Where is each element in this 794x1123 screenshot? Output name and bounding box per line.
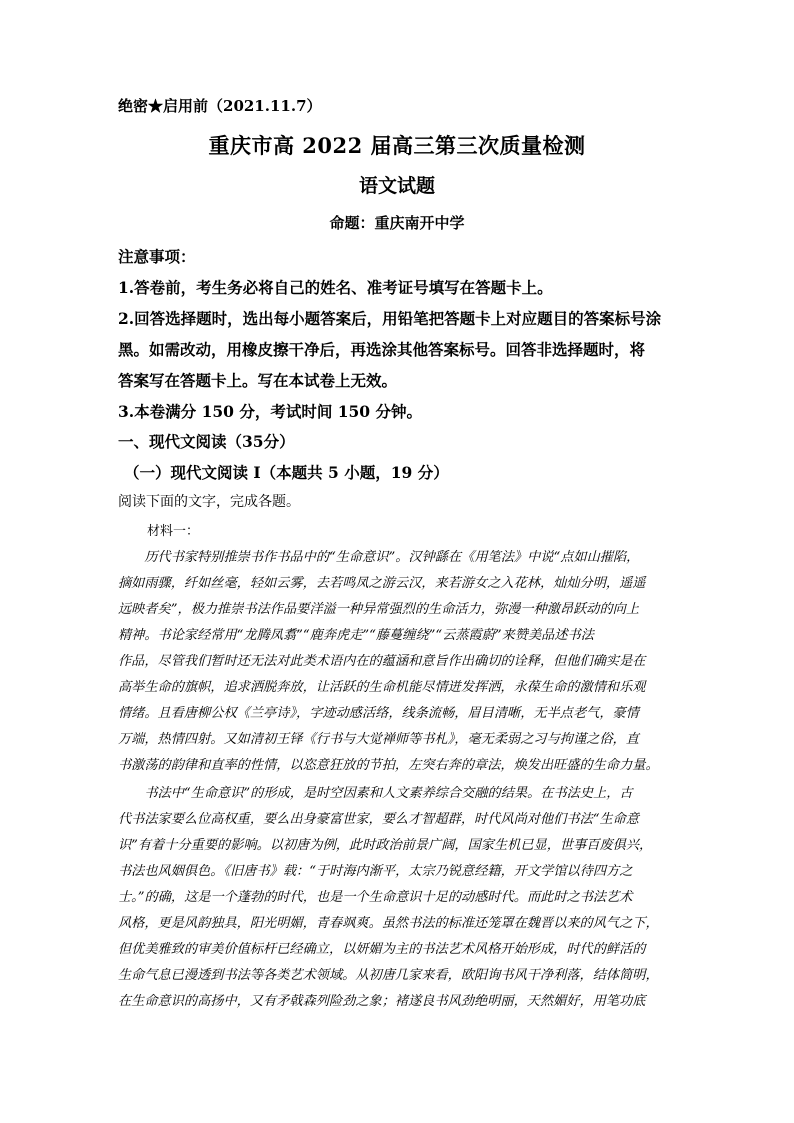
notice-line-4: 答案写在答题卡上。写在本试卷上无效。 — [118, 371, 398, 390]
passage-line: 书法也风姻俱色。《旧唐书》载：“于时海内渐平，太宗乃锐意经籍，开文学馆以待四方之 — [118, 864, 633, 879]
passage-line: 万端，热情四射。又如清初王铎《行书与大觉禅师等书札》，毫无柔弱之习与拘谨之俗，直 — [118, 732, 639, 747]
passage-line: 但优美雅致的审美价值标杆已经确立，以妍媚为主的书法艺术风格开始形成，时代的鲜活的 — [118, 942, 646, 957]
passage-line: 书法中“生命意识”的形成，是时空因素和人文素养综合交融的结果。在书法史上，古 — [118, 786, 633, 801]
passage-line: 作品，尽管我们暂时还无法对此类术语内在的蕴涵和意旨作出确切的诠释，但他们确实是在 — [118, 654, 646, 669]
passage-line: 生命气息已漫透到书法等各类艺术领域。从初唐几家来看，欧阳询书风干净利落，结体简明， — [118, 968, 659, 983]
passage-line: 风格，更是风韵独具，阳光明媚，青春飒爽。虽然书法的标准还笼罩在魏晋以来的风气之下， — [118, 916, 659, 931]
passage-line: 代书法家要么位高权重，要么出身豪富世家，要么才智超群，时代风尚对他们书法“生命意 — [118, 812, 640, 827]
passage-line: 识”有着十分重要的影响。以初唐为例，此时政治前景广阔，国家生机已显，世事百废俱兴， — [118, 838, 653, 853]
passage-line: 精神。书论家经常用“龙腾凤翥”“鹿奔虎走”“藤蔓缠绕”“云蒸霞蔚”来赞美品述书法 — [118, 628, 594, 643]
passage-line: 高举生命的旗帜，追求洒脱奔放，让活跃的生命机能尽情迸发挥洒，永葆生命的激情和乐观 — [118, 680, 646, 695]
notice-line-1: 1.答卷前，考生务必将自己的姓名、准考证号填写在答题卡上。 — [118, 278, 553, 297]
notice-line-3: 黑。如需改动，用橡皮擦干净后，再选涂其他答案标号。回答非选择题时，将 — [118, 340, 646, 359]
reading-instruction: 阅读下面的文字，完成各题。 — [118, 494, 300, 510]
subsection-title: （一）现代文阅读 I（本题共 5 小题，19 分） — [124, 463, 449, 482]
subject-title: 语文试题 — [358, 175, 435, 197]
passage-line: 远映者矣”，极力推崇书法作品要洋溢一种异常强烈的生命活力，弥漫一种激昂跃动的向上 — [118, 602, 640, 617]
section-title: 一、现代文阅读（35分） — [118, 432, 295, 451]
confidential-mark: 绝密★启用前（2021.11.7） — [118, 97, 322, 115]
passage-line: 情绪。且看唐柳公权《兰亭诗》，字迹动感活络，线条流畅，眉目清晰，无半点老气，豪情 — [118, 706, 639, 721]
material-label: 材料一： — [147, 524, 200, 539]
exam-title: 重庆市高 2022 届高三第三次质量检测 — [208, 133, 586, 158]
passage-line: 历代书家特别推崇书作书品中的“生命意识”。汉钟繇在《用笔法》中说“点如山摧陷， — [118, 550, 640, 565]
passage-line: 士。”的确，这是一个蓬勃的时代，也是一个生命意识十足的动感时代。而此时之书法艺术 — [118, 890, 633, 905]
author-line: 命题：重庆南开中学 — [329, 214, 465, 232]
notice-heading: 注意事项： — [118, 247, 196, 266]
passage-line: 书激荡的韵律和直率的性情，以恣意狂放的节拍，左突右奔的章法，焕发出旺盛的生命力量。 — [118, 758, 659, 773]
notice-line-2: 2.回答选择题时，选出每小题答案后，用铅笔把答题卡上对应题目的答案标号涂 — [118, 309, 662, 328]
passage-line: 摘如雨骤，纤如丝毫，轻如云雾，去若鸣凤之游云汉，来若游女之入花林，灿灿分明，遥遥 — [118, 576, 646, 591]
passage-line: 在生命意识的高扬中，又有矛戟森列险劲之象；褚遂良书风劲绝明丽，天然媚好，用笔功底 — [118, 994, 646, 1009]
notice-line-5: 3.本卷满分 150 分，考试时间 150 分钟。 — [118, 402, 422, 421]
